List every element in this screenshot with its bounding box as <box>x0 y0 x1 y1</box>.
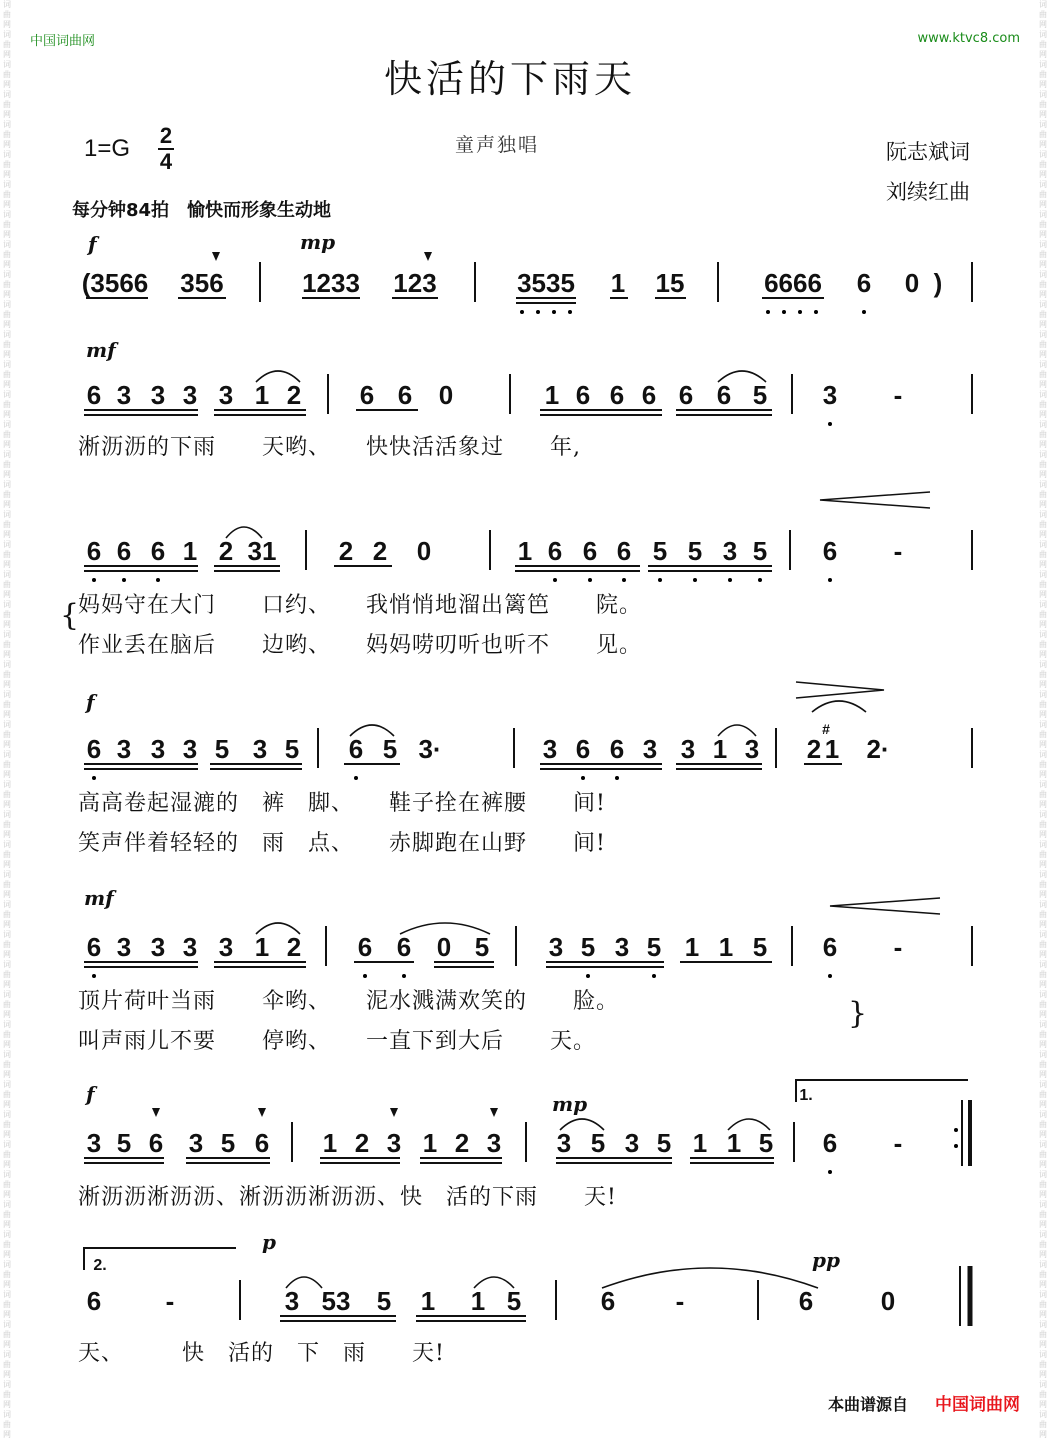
note: 2 <box>372 536 388 566</box>
time-bottom: 4 <box>159 149 173 174</box>
note: 3 <box>182 932 198 962</box>
time-top: 2 <box>159 123 173 148</box>
note: 1 <box>824 734 840 764</box>
note: 6 <box>575 734 591 764</box>
dynamic-f: f <box>86 1082 95 1106</box>
octave-dot <box>581 776 585 780</box>
note: 3 <box>252 734 268 764</box>
note: 5 <box>758 1128 774 1158</box>
octave-dot <box>828 974 832 978</box>
note: 1 <box>544 380 560 410</box>
note: 3· <box>418 734 442 764</box>
note: 5 <box>590 1128 606 1158</box>
note: 0 <box>436 932 452 962</box>
note: 3 <box>624 1128 640 1158</box>
note: 2· <box>866 734 890 764</box>
note: 6 <box>148 1128 164 1158</box>
octave-dot <box>588 578 592 582</box>
octave-dot <box>954 1128 958 1132</box>
composer: 刘续红曲 <box>886 180 970 204</box>
footer-source-label: 本曲谱源自 <box>827 1395 908 1414</box>
side-watermark-left: 词曲网词曲网词曲网词曲网词曲网词曲网词曲网词曲网词曲网词曲网词曲网词曲网词曲网词曲网词曲网词曲网词曲网词曲网词曲网词曲网词曲网词曲网词曲网词曲网词曲网词曲网词曲网词曲网词曲网词曲网词曲网词曲网词曲网词曲网词曲网词曲网词曲网词曲网词曲网词曲网词曲网词曲网词曲网词曲网词曲网词曲网词曲网词曲网 <box>3 0 11 1439</box>
note: 2 <box>286 380 302 410</box>
note: 1 <box>684 932 700 962</box>
note: 0 <box>880 1286 896 1316</box>
note: 1 <box>517 536 533 566</box>
note: 6 <box>396 932 412 962</box>
note: 6 <box>357 932 373 962</box>
note: 2 <box>338 536 354 566</box>
note: 53 <box>321 1286 351 1316</box>
note: 5 <box>382 734 398 764</box>
note: 5 <box>646 932 662 962</box>
note: 6 <box>397 380 413 410</box>
octave-dot <box>766 310 770 314</box>
note: 3 <box>182 380 198 410</box>
note: 6 <box>609 380 625 410</box>
octave-dot <box>615 776 619 780</box>
octave-dot <box>828 1170 832 1174</box>
note: 6 <box>641 380 657 410</box>
note: 3 <box>680 734 696 764</box>
octave-dot <box>156 578 160 582</box>
note: 3 <box>218 380 234 410</box>
note: 5 <box>752 932 768 962</box>
note: 3 <box>188 1128 204 1158</box>
decrescendo-hairpin <box>796 682 884 698</box>
verse-brace-left: { <box>60 598 80 633</box>
lyrics-row1: 淅沥沥的下雨 天哟、 快快活活象过 年, <box>78 435 581 460</box>
song-title: 快活的下雨天 <box>383 57 636 101</box>
note: - <box>893 932 903 962</box>
note: 3 <box>116 932 132 962</box>
note: 5 <box>116 1128 132 1158</box>
key-signature: 1=G <box>84 135 131 162</box>
note: 3 <box>182 734 198 764</box>
octave-dot <box>363 974 367 978</box>
note: 6 <box>547 536 563 566</box>
accent-mark <box>390 1108 398 1117</box>
note: 3 <box>116 380 132 410</box>
note: 1 <box>470 1286 486 1316</box>
note: 3 <box>218 932 234 962</box>
note: 1 <box>322 1128 338 1158</box>
octave-dot <box>553 578 557 582</box>
octave-dot <box>402 974 406 978</box>
note-group: 123 <box>393 268 437 298</box>
octave-dot <box>92 578 96 582</box>
note: 1 <box>182 536 198 566</box>
note: 6 <box>716 380 732 410</box>
sharp-sign: # <box>822 721 830 737</box>
lyrics-row3-verse2: 笑声伴着轻轻的 雨 点、 赤脚跑在山野 间! <box>78 831 606 856</box>
octave-dot <box>122 578 126 582</box>
note: 6 <box>678 380 694 410</box>
lyricist: 阮志斌词 <box>886 140 970 164</box>
note: 1 <box>726 1128 742 1158</box>
dynamic-mp: mp <box>552 1092 588 1116</box>
note: 5 <box>376 1286 392 1316</box>
slur <box>812 701 866 712</box>
octave-dot <box>954 1144 958 1148</box>
note: 6 <box>86 734 102 764</box>
note: 5 <box>752 536 768 566</box>
lyrics-row2-verse2: 作业丢在脑后 边哟、 妈妈唠叨听也听不 见。 <box>78 633 643 658</box>
note-group: 15 <box>655 268 685 298</box>
octave-dot <box>536 310 540 314</box>
dynamic-mp: mp <box>300 230 336 254</box>
note: 1 <box>610 268 626 298</box>
octave-dot <box>520 310 524 314</box>
octave-dot <box>728 578 732 582</box>
dynamic-pp: pp <box>812 1248 840 1272</box>
tie <box>602 1268 818 1288</box>
note-group: 6666 <box>764 268 822 298</box>
octave-dot <box>798 310 802 314</box>
note: 5 <box>220 1128 236 1158</box>
note-group: 3535 <box>517 268 575 298</box>
dynamic-p: p <box>262 1230 276 1254</box>
note: 6 <box>856 268 872 298</box>
note: 5 <box>687 536 703 566</box>
footer-source-site[interactable]: 中国词曲网 <box>935 1395 1020 1415</box>
note: 6 <box>116 536 132 566</box>
verse-brace-right: } <box>848 996 868 1031</box>
note: 0 <box>904 268 920 298</box>
note: - <box>893 1128 903 1158</box>
note: 6 <box>822 1128 838 1158</box>
lyrics-row4-verse2: 叫声雨儿不要 停哟、 一直下到大后 天。 <box>78 1029 597 1054</box>
note: 2 <box>454 1128 470 1158</box>
note: 6 <box>575 380 591 410</box>
note: 5 <box>474 932 490 962</box>
accent-mark <box>152 1108 160 1117</box>
octave-dot <box>828 578 832 582</box>
volta-bracket <box>84 1248 236 1270</box>
note-group: (3566 <box>81 268 149 298</box>
site-name-left[interactable]: 中国词曲网 <box>30 34 96 49</box>
note: 6 <box>86 536 102 566</box>
note: 3 <box>744 734 760 764</box>
volta-bracket <box>796 1080 968 1102</box>
note: 6 <box>822 932 838 962</box>
note: 6 <box>609 734 625 764</box>
note: 3 <box>722 536 738 566</box>
volta-number: 2. <box>93 1257 107 1274</box>
octave-dot <box>92 974 96 978</box>
note: 6 <box>254 1128 270 1158</box>
note: - <box>165 1286 175 1316</box>
lyrics-row4-verse1: 顶片荷叶当雨 伞哟、 泥水溅满欢笑的 脸。 <box>78 989 620 1014</box>
note: 1 <box>718 932 734 962</box>
lyrics-row5: 淅沥沥淅沥沥、淅沥沥淅沥沥、快 活的下雨 天! <box>78 1185 617 1210</box>
note: 3 <box>86 1128 102 1158</box>
dynamic-mf: mf <box>84 886 114 910</box>
octave-dot <box>622 578 626 582</box>
accent-mark <box>424 252 432 261</box>
note: 1 <box>712 734 728 764</box>
note: 5 <box>506 1286 522 1316</box>
note: 3 <box>116 734 132 764</box>
tempo-marking: 每分钟84拍 愉快而形象生动地 <box>72 200 332 221</box>
note: - <box>893 536 903 566</box>
crescendo-hairpin <box>830 898 940 914</box>
note: 3 <box>150 380 166 410</box>
note: 6 <box>86 380 102 410</box>
note: 1 <box>422 1128 438 1158</box>
lyrics-row3-verse1: 高高卷起湿漉的 裤 脚、 鞋子拴在裤腰 间! <box>78 791 606 816</box>
octave-dot <box>814 310 818 314</box>
accent-mark <box>212 252 220 261</box>
note: 2 <box>218 536 234 566</box>
octave-dot <box>693 578 697 582</box>
note: 2 <box>354 1128 370 1158</box>
note: 6 <box>798 1286 814 1316</box>
note: - <box>893 380 903 410</box>
note: 6 <box>348 734 364 764</box>
note: 6 <box>150 536 166 566</box>
octave-dot <box>354 776 358 780</box>
note: 3 <box>822 380 838 410</box>
note: 3 <box>614 932 630 962</box>
note: 6 <box>582 536 598 566</box>
volta-number: 1. <box>799 1087 813 1104</box>
site-url-right[interactable]: www.ktvc8.com <box>917 31 1020 46</box>
note: 1 <box>254 932 270 962</box>
side-watermark-right: 词曲网词曲网词曲网词曲网词曲网词曲网词曲网词曲网词曲网词曲网词曲网词曲网词曲网词曲网词曲网词曲网词曲网词曲网词曲网词曲网词曲网词曲网词曲网词曲网词曲网词曲网词曲网词曲网词曲网词曲网词曲网词曲网词曲网词曲网词曲网词曲网词曲网词曲网词曲网词曲网词曲网词曲网词曲网词曲网词曲网词曲网词曲网词曲网 <box>1039 0 1047 1439</box>
note: 6 <box>616 536 632 566</box>
accent-mark <box>490 1108 498 1117</box>
octave-dot <box>828 422 832 426</box>
note: 5 <box>214 734 230 764</box>
note: 6 <box>600 1286 616 1316</box>
note: 1 <box>692 1128 708 1158</box>
octave-dot <box>92 776 96 780</box>
note: - <box>675 1286 685 1316</box>
note: 5 <box>652 536 668 566</box>
note-group: 356 <box>180 268 224 298</box>
octave-dot <box>862 310 866 314</box>
note: 2 <box>286 932 302 962</box>
dynamic-f: f <box>86 690 95 714</box>
bracket: ) <box>933 268 943 298</box>
note: 3 <box>642 734 658 764</box>
octave-dot <box>568 310 572 314</box>
note: 6 <box>86 1286 102 1316</box>
note: 3 <box>556 1128 572 1158</box>
octave-dot <box>552 310 556 314</box>
note: 3 <box>150 734 166 764</box>
lyrics-row6: 天、 快 活的 下 雨 天! <box>78 1341 445 1366</box>
note: 1 <box>420 1286 436 1316</box>
octave-dot <box>658 578 662 582</box>
note: 5 <box>752 380 768 410</box>
note: 1 <box>254 380 270 410</box>
note: 3 <box>486 1128 502 1158</box>
note: 3 <box>542 734 558 764</box>
accent-mark <box>258 1108 266 1117</box>
note: 3 <box>150 932 166 962</box>
note: 0 <box>438 380 454 410</box>
note: 5 <box>656 1128 672 1158</box>
note: 3 <box>386 1128 402 1158</box>
dynamic-f: f <box>88 232 97 256</box>
octave-dot <box>758 578 762 582</box>
note: 5 <box>580 932 596 962</box>
dynamic-mf: mf <box>86 338 116 362</box>
note: 3 <box>284 1286 300 1316</box>
crescendo-hairpin <box>820 492 930 508</box>
note: 6 <box>359 380 375 410</box>
note: 3 <box>548 932 564 962</box>
note: 2 <box>806 734 822 764</box>
note: 0 <box>416 536 432 566</box>
note: 6 <box>822 536 838 566</box>
performance-type: 童声独唱 <box>455 134 540 156</box>
note: 31 <box>247 536 277 566</box>
note: 5 <box>284 734 300 764</box>
octave-dot <box>652 974 656 978</box>
note: 6 <box>86 932 102 962</box>
lyrics-row2-verse1: 妈妈守在大门 口约、 我悄悄地溜出篱笆 院。 <box>78 593 643 618</box>
note-group: 1233 <box>302 268 360 298</box>
octave-dot <box>782 310 786 314</box>
octave-dot <box>586 974 590 978</box>
